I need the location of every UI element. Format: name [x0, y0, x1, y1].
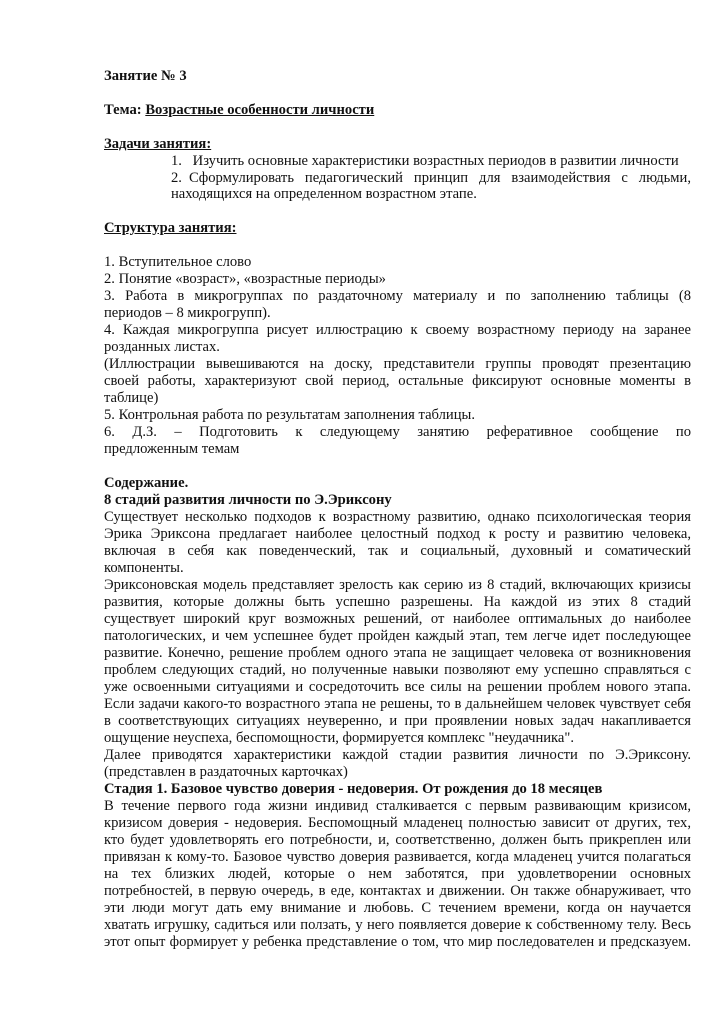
structure-line: (Иллюстрации вывешиваются на доску, представители группы проводят презентацию: [104, 356, 691, 372]
content-line: существует широкий круг возможных решений, от наиболее оптимальных до наиболее: [104, 611, 691, 627]
stage1-line: привязан к кому-то. Базовое чувство доверия развивается, когда младенец учится полагаться: [104, 849, 691, 865]
structure-line: таблице): [104, 390, 159, 406]
content-line: патологических, и чем успешнее будет пройден каждый этап, тем легче идет последующее: [104, 628, 691, 644]
content-line: Эрика Эриксона предлагает наиболее целостный подход к росту и развитию человека,: [104, 526, 691, 542]
content-line: включая в себя как поведенческий, так и социальный, духовный и соматический: [104, 543, 691, 559]
content-line: Если задачи какого-то возрастного этапа не решены, то в дальнейшем человек чувствует себя: [104, 696, 691, 712]
structure-line: 5. Контрольная работа по результатам заполнения таблицы.: [104, 407, 475, 423]
task-item-2: 2. Сформулировать педагогический принцип для взаимодействия с людьми,: [171, 170, 691, 186]
structure-line: своей работы, характеризуют свой период, остальные фиксируют основные моменты в: [104, 373, 691, 389]
structure-line: периодов – 8 микрогрупп).: [104, 305, 271, 321]
structure-line: 6. Д.З. – Подготовить к следующему занятию реферативное сообщение по: [104, 424, 691, 440]
stage1-line: В течение первого года жизни индивид сталкивается с первым развивающим кризисом,: [104, 798, 691, 814]
topic-text: Возрастные особенности личности: [145, 102, 375, 118]
content-line: проблем следующих стадий, но полученные навыки позволяют ему успешно справляться с: [104, 662, 691, 678]
structure-line: 1. Вступительное слово: [104, 254, 252, 270]
content-line: Далее приводятся характеристики каждой стадии развития личности по Э.Эриксону.: [104, 747, 691, 763]
stage1-line: эти люди могут дать ему внимание и любовь. С течением времени, когда он научается: [104, 900, 691, 916]
stage1-heading: Стадия 1. Базовое чувство доверия - недоверия. От рождения до 18 месяцев: [104, 781, 603, 797]
structure-line: предложенным темам: [104, 441, 240, 457]
stage1-line: кто будет удовлетворять его потребности, и, соответственно, должен быть прикреплен или: [104, 832, 691, 848]
content-line: компоненты.: [104, 560, 184, 576]
structure-line: розданных листах.: [104, 339, 220, 355]
content-line: (представлен в раздаточных карточках): [104, 764, 348, 780]
topic-label: Тема:: [104, 102, 142, 118]
content-line: Эриксоновская модель представляет зрелость как серию из 8 стадий, включающих кризисы: [104, 577, 691, 593]
content-line: уже освоенными ситуациями и сосредоточить все силы на решении проблем нового этапа.: [104, 679, 691, 695]
content-line: Существует несколько подходов к возрастному развитию, однако психологическая теория: [104, 509, 691, 525]
content-line: в соответствующих ситуациях неуверенно, и при проявлении новых задач накапливается: [104, 713, 691, 729]
structure-heading: Структура занятия:: [104, 220, 237, 236]
structure-line: 4. Каждая микрогруппа рисует иллюстрацию к своему возрастному периоду на заранее: [104, 322, 691, 338]
content-line: развития, которые должны быть успешно разрешены. На каждой из этих 8 стадий: [104, 594, 691, 610]
stage1-line: потребностей, в первую очередь, в еде, контактах и движении. Он также обнаруживает, что: [104, 883, 691, 899]
structure-line: 2. Понятие «возраст», «возрастные периоды»: [104, 271, 386, 287]
stage1-line: этот опыт формирует у ребенка представление о том, что мир последователен и предсказуем.: [104, 934, 691, 950]
stage1-line: на тех близких людей, которые о нем заботятся, при удовлетворении основных: [104, 866, 691, 882]
topic-line: [104, 102, 691, 119]
content-line: ощущение неуспеха, беспомощности, формируется комплекс "неудачника".: [104, 730, 575, 746]
tasks-heading: Задачи занятия:: [104, 136, 212, 152]
lesson-title: Занятие № 3: [104, 68, 187, 84]
content-line: развитие. Конечно, решение проблем одного этапа не защищает человека от возникновения: [104, 645, 691, 661]
content-heading: Содержание.: [104, 475, 189, 491]
content-subheading: 8 стадий развития личности по Э.Эриксону: [104, 492, 392, 508]
task-item-1: 1. Изучить основные характеристики возрастных периодов в развитии личности: [171, 153, 679, 169]
structure-line: 3. Работа в микрогруппах по раздаточному материалу и по заполнению таблицы (8: [104, 288, 691, 304]
task-item-2-cont: находящихся на определенном возрастном этапе.: [171, 186, 477, 202]
stage1-line: кризисом доверия - недоверия. Беспомощный младенец полностью зависит от других, тех,: [104, 815, 691, 831]
stage1-line: хватать игрушку, садиться или ползать, у него появляется доверие к собственному телу. Весь: [104, 917, 691, 933]
